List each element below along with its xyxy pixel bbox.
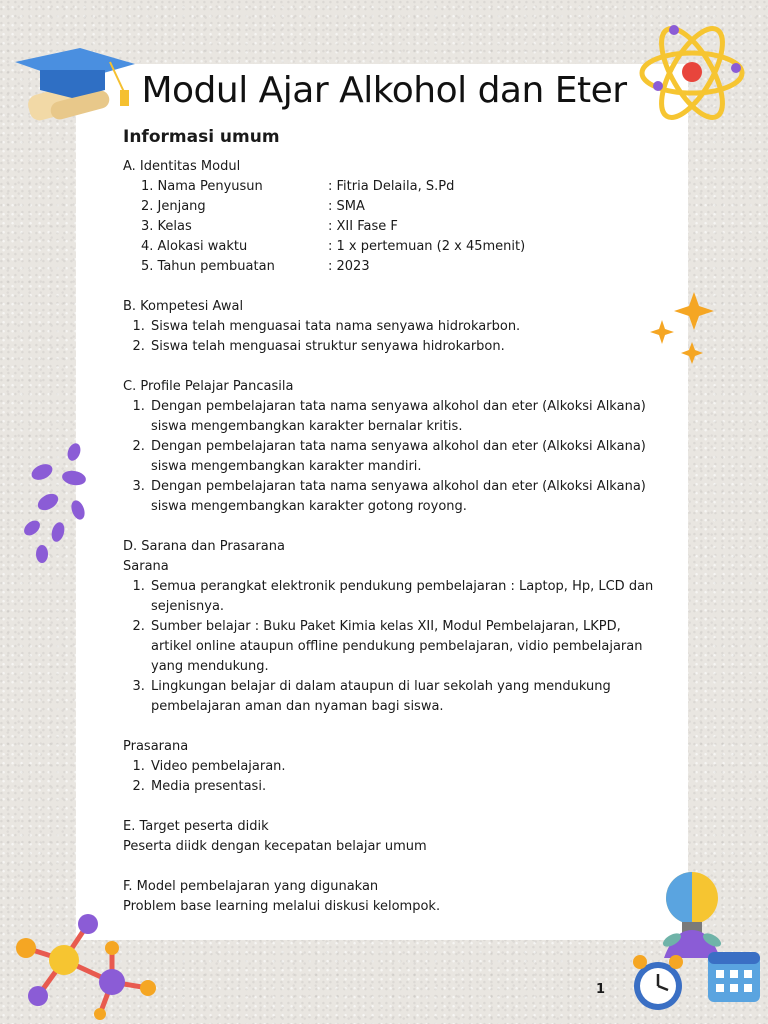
model-section [123,877,663,917]
list-item: 3. Lingkungan belajar di dalam ataupun di luar sekolah yang mendukung pembelajaran aman dan nyaman bagi siswa. [149,677,663,717]
kv-key: 5. Tahun pembuatan [141,259,275,274]
alarm-clock-icon [626,950,690,1014]
list-item: 2. Sumber belajar : Buku Paket Kimia kelas XII, Modul Pembelajaran, LKPD, artikel online ataupun offline pendukung pembelajaran, vidio pembelajaran yang mendukung. [149,617,663,677]
target-text: Peserta diidk dengan kecepatan belajar umum [123,839,427,854]
page-number: 1 [596,982,606,997]
kompetensi-list [123,317,663,357]
profile-list [123,397,663,517]
kv-row [123,197,663,217]
document-title: Modul Ajar Alkohol dan Eter [141,70,627,111]
profile-title: C. Profile Pelajar Pancasila [123,379,294,394]
document-content [123,125,663,937]
prasarana-subtitle: Prasarana [123,739,189,754]
kompetensi-title: B. Kompetesi Awal [123,299,244,314]
kv-row [123,237,663,257]
list-item: 2. Media presentasi. [149,777,663,797]
kv-value: : SMA [328,199,365,214]
list-item: 3. Dengan pembelajaran tata nama senyawa alkohol dan eter (Alkoksi Alkana) siswa mengembangkan karakter gotong royong. [149,477,663,517]
kv-value: : 2023 [328,259,370,274]
profile-section [123,377,663,517]
list-item: 1. Dengan pembelajaran tata nama senyawa alkohol dan eter (Alkoksi Alkana) siswa mengembangkan karakter bernalar kritis. [149,397,663,437]
section-heading: Informasi umum [123,127,280,147]
kv-key: 1. Nama Penyusun [141,179,263,194]
kv-key: 4. Alokasi waktu [141,239,248,254]
identitas-title: A. Identitas Modul [123,159,241,174]
list-item: 2. Siswa telah menguasai struktur senyawa hidrokarbon. [149,337,663,357]
kv-row [123,177,663,197]
kv-key: 3. Kelas [141,219,192,234]
model-text: Problem base learning melalui diskusi kelompok. [123,899,441,914]
kv-key: 2. Jenjang [141,199,206,214]
kv-row [123,217,663,237]
target-section [123,817,663,857]
prasarana-section [123,737,663,797]
prasarana-list [123,757,663,797]
kv-value: : XII Fase F [328,219,398,234]
sarana-list [123,577,663,717]
target-title: E. Target peserta didik [123,819,269,834]
sarana-title: D. Sarana dan Prasarana [123,539,285,554]
kv-value: : 1 x pertemuan (2 x 45menit) [328,239,526,254]
calendar-icon [704,944,764,1006]
list-item: 1. Siswa telah menguasai tata nama senyawa hidrokarbon. [149,317,663,337]
model-title: F. Model pembelajaran yang digunakan [123,879,379,894]
kompetensi-section [123,297,663,357]
list-item: 1. Semua perangkat elektronik pendukung pembelajaran : Laptop, Hp, LCD dan sejenisnya. [149,577,663,617]
sarana-subtitle: Sarana [123,559,169,574]
list-item: 1. Video pembelajaran. [149,757,663,777]
list-item: 2. Dengan pembelajaran tata nama senyawa alkohol dan eter (Alkoksi Alkana) siswa mengembangkan karakter mandiri. [149,437,663,477]
sarana-section [123,537,663,717]
identitas-section [123,157,663,277]
kv-value: : Fitria Delaila, S.Pd [328,179,455,194]
purple-dots-icon [18,440,98,570]
kv-row [123,257,663,277]
